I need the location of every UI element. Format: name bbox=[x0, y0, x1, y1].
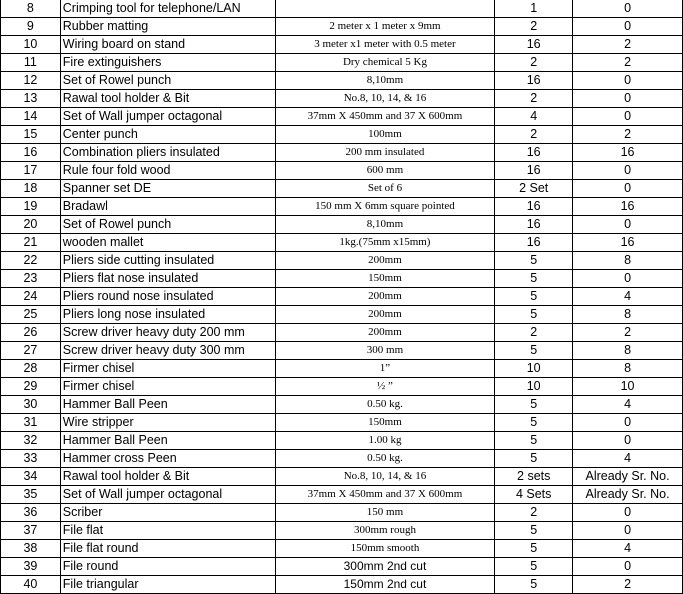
table-row bbox=[1, 54, 683, 72]
table-row bbox=[1, 342, 683, 360]
specification-cell: Dry chemical 5 Kg bbox=[275, 54, 495, 72]
available-cell: 0 bbox=[573, 0, 683, 18]
specification-cell: 200 mm insulated bbox=[275, 144, 495, 162]
specification-cell: 37mm X 450mm and 37 X 600mm bbox=[275, 486, 495, 504]
quantity-cell: 16 bbox=[495, 162, 573, 180]
table-row bbox=[1, 450, 683, 468]
quantity-cell: 5 bbox=[495, 342, 573, 360]
specification-cell: 8,10mm bbox=[275, 216, 495, 234]
row-number-cell: 40 bbox=[1, 576, 61, 594]
specification-cell: 150mm bbox=[275, 270, 495, 288]
table-row bbox=[1, 504, 683, 522]
table-row bbox=[1, 288, 683, 306]
row-number-cell: 19 bbox=[1, 198, 61, 216]
specification-cell: 150mm smooth bbox=[275, 540, 495, 558]
table-row bbox=[1, 540, 683, 558]
table-row bbox=[1, 306, 683, 324]
specification-cell: 150mm 2nd cut bbox=[275, 576, 495, 594]
available-cell: 2 bbox=[573, 576, 683, 594]
quantity-cell: 5 bbox=[495, 540, 573, 558]
table-row bbox=[1, 468, 683, 486]
quantity-cell: 4 Sets bbox=[495, 486, 573, 504]
specification-cell: 1.00 kg bbox=[275, 432, 495, 450]
row-number-cell: 10 bbox=[1, 36, 61, 54]
row-number-cell: 37 bbox=[1, 522, 61, 540]
table-row bbox=[1, 432, 683, 450]
quantity-cell: 16 bbox=[495, 198, 573, 216]
item-name-cell: Rawal tool holder & Bit bbox=[60, 468, 275, 486]
item-name-cell: Set of Rowel punch bbox=[60, 216, 275, 234]
available-cell: 0 bbox=[573, 504, 683, 522]
available-cell: 0 bbox=[573, 270, 683, 288]
specification-cell: 37mm X 450mm and 37 X 600mm bbox=[275, 108, 495, 126]
quantity-cell: 16 bbox=[495, 36, 573, 54]
table-row bbox=[1, 360, 683, 378]
item-name-cell: File triangular bbox=[60, 576, 275, 594]
row-number-cell: 22 bbox=[1, 252, 61, 270]
quantity-cell: 2 bbox=[495, 54, 573, 72]
table-row bbox=[1, 126, 683, 144]
table-row bbox=[1, 414, 683, 432]
specification-cell: 0.50 kg. bbox=[275, 450, 495, 468]
table-row bbox=[1, 486, 683, 504]
item-name-cell: Hammer Ball Peen bbox=[60, 432, 275, 450]
specification-cell: 1” bbox=[275, 360, 495, 378]
available-cell: 8 bbox=[573, 342, 683, 360]
specification-cell: Set of 6 bbox=[275, 180, 495, 198]
specification-cell bbox=[275, 0, 495, 18]
quantity-cell: 16 bbox=[495, 216, 573, 234]
specification-cell: 150mm bbox=[275, 414, 495, 432]
item-name-cell: Screw driver heavy duty 200 mm bbox=[60, 324, 275, 342]
specification-cell: 300mm rough bbox=[275, 522, 495, 540]
item-name-cell: wooden mallet bbox=[60, 234, 275, 252]
row-number-cell: 12 bbox=[1, 72, 61, 90]
item-name-cell: Scriber bbox=[60, 504, 275, 522]
row-number-cell: 21 bbox=[1, 234, 61, 252]
row-number-cell: 33 bbox=[1, 450, 61, 468]
item-name-cell: Fire extinguishers bbox=[60, 54, 275, 72]
available-cell: 4 bbox=[573, 540, 683, 558]
item-name-cell: Pliers side cutting insulated bbox=[60, 252, 275, 270]
quantity-cell: 16 bbox=[495, 144, 573, 162]
table-row bbox=[1, 522, 683, 540]
available-cell: 8 bbox=[573, 360, 683, 378]
quantity-cell: 5 bbox=[495, 432, 573, 450]
table-row bbox=[1, 162, 683, 180]
row-number-cell: 9 bbox=[1, 18, 61, 36]
quantity-cell: 1 bbox=[495, 0, 573, 18]
available-cell: Already Sr. No. bbox=[573, 468, 683, 486]
item-name-cell: Hammer cross Peen bbox=[60, 450, 275, 468]
table-row bbox=[1, 72, 683, 90]
table-row bbox=[1, 234, 683, 252]
quantity-cell: 5 bbox=[495, 414, 573, 432]
available-cell: 4 bbox=[573, 396, 683, 414]
available-cell: 10 bbox=[573, 378, 683, 396]
quantity-cell: 2 sets bbox=[495, 468, 573, 486]
quantity-cell: 5 bbox=[495, 522, 573, 540]
specification-cell: 300 mm bbox=[275, 342, 495, 360]
quantity-cell: 10 bbox=[495, 378, 573, 396]
table-row bbox=[1, 396, 683, 414]
row-number-cell: 34 bbox=[1, 468, 61, 486]
row-number-cell: 16 bbox=[1, 144, 61, 162]
item-name-cell: Bradawl bbox=[60, 198, 275, 216]
available-cell: 16 bbox=[573, 198, 683, 216]
quantity-cell: 5 bbox=[495, 576, 573, 594]
row-number-cell: 39 bbox=[1, 558, 61, 576]
item-name-cell: Wire stripper bbox=[60, 414, 275, 432]
table-row bbox=[1, 0, 683, 18]
available-cell: 0 bbox=[573, 72, 683, 90]
specification-cell: 100mm bbox=[275, 126, 495, 144]
available-cell: 0 bbox=[573, 558, 683, 576]
item-name-cell: Set of Rowel punch bbox=[60, 72, 275, 90]
quantity-cell: 16 bbox=[495, 234, 573, 252]
row-number-cell: 32 bbox=[1, 432, 61, 450]
quantity-cell: 5 bbox=[495, 450, 573, 468]
available-cell: 0 bbox=[573, 18, 683, 36]
specification-cell: 8,10mm bbox=[275, 72, 495, 90]
specification-cell: 200mm bbox=[275, 306, 495, 324]
specification-cell: 2 meter x 1 meter x 9mm bbox=[275, 18, 495, 36]
available-cell: 2 bbox=[573, 126, 683, 144]
available-cell: 16 bbox=[573, 234, 683, 252]
table-row bbox=[1, 378, 683, 396]
row-number-cell: 28 bbox=[1, 360, 61, 378]
table-row bbox=[1, 252, 683, 270]
item-name-cell: Set of Wall jumper octagonal bbox=[60, 108, 275, 126]
row-number-cell: 35 bbox=[1, 486, 61, 504]
table-row bbox=[1, 198, 683, 216]
row-number-cell: 24 bbox=[1, 288, 61, 306]
quantity-cell: 10 bbox=[495, 360, 573, 378]
item-name-cell: Hammer Ball Peen bbox=[60, 396, 275, 414]
quantity-cell: 16 bbox=[495, 72, 573, 90]
available-cell: 0 bbox=[573, 216, 683, 234]
table-row bbox=[1, 36, 683, 54]
item-name-cell: Wiring board on stand bbox=[60, 36, 275, 54]
quantity-cell: 5 bbox=[495, 306, 573, 324]
available-cell: 0 bbox=[573, 162, 683, 180]
specification-cell: 300mm 2nd cut bbox=[275, 558, 495, 576]
row-number-cell: 8 bbox=[1, 0, 61, 18]
specification-cell: 600 mm bbox=[275, 162, 495, 180]
table-row bbox=[1, 144, 683, 162]
quantity-cell: 2 bbox=[495, 18, 573, 36]
table-row bbox=[1, 576, 683, 594]
available-cell: 0 bbox=[573, 108, 683, 126]
specification-cell: 1kg.(75mm x15mm) bbox=[275, 234, 495, 252]
row-number-cell: 27 bbox=[1, 342, 61, 360]
specification-cell: 200mm bbox=[275, 252, 495, 270]
specification-cell: 150 mm bbox=[275, 504, 495, 522]
item-name-cell: Combination pliers insulated bbox=[60, 144, 275, 162]
specification-cell: No.8, 10, 14, & 16 bbox=[275, 90, 495, 108]
available-cell: Already Sr. No. bbox=[573, 486, 683, 504]
available-cell: 0 bbox=[573, 90, 683, 108]
item-name-cell: Firmer chisel bbox=[60, 360, 275, 378]
item-name-cell: Crimping tool for telephone/LAN bbox=[60, 0, 275, 18]
table-row bbox=[1, 180, 683, 198]
quantity-cell: 2 bbox=[495, 324, 573, 342]
specification-cell: 200mm bbox=[275, 288, 495, 306]
available-cell: 0 bbox=[573, 414, 683, 432]
item-name-cell: Set of Wall jumper octagonal bbox=[60, 486, 275, 504]
table-row bbox=[1, 108, 683, 126]
quantity-cell: 4 bbox=[495, 108, 573, 126]
row-number-cell: 17 bbox=[1, 162, 61, 180]
available-cell: 2 bbox=[573, 324, 683, 342]
item-name-cell: Spanner set DE bbox=[60, 180, 275, 198]
row-number-cell: 18 bbox=[1, 180, 61, 198]
quantity-cell: 5 bbox=[495, 252, 573, 270]
available-cell: 8 bbox=[573, 306, 683, 324]
table-row bbox=[1, 18, 683, 36]
available-cell: 4 bbox=[573, 450, 683, 468]
available-cell: 8 bbox=[573, 252, 683, 270]
row-number-cell: 11 bbox=[1, 54, 61, 72]
item-name-cell: Pliers long nose insulated bbox=[60, 306, 275, 324]
quantity-cell: 5 bbox=[495, 396, 573, 414]
equipment-table-body bbox=[1, 0, 683, 594]
table-row bbox=[1, 558, 683, 576]
item-name-cell: File flat round bbox=[60, 540, 275, 558]
specification-cell: 200mm bbox=[275, 324, 495, 342]
item-name-cell: Pliers round nose insulated bbox=[60, 288, 275, 306]
table-row bbox=[1, 90, 683, 108]
row-number-cell: 31 bbox=[1, 414, 61, 432]
item-name-cell: Rule four fold wood bbox=[60, 162, 275, 180]
row-number-cell: 13 bbox=[1, 90, 61, 108]
quantity-cell: 5 bbox=[495, 270, 573, 288]
quantity-cell: 2 bbox=[495, 126, 573, 144]
item-name-cell: File round bbox=[60, 558, 275, 576]
item-name-cell: Rubber matting bbox=[60, 18, 275, 36]
quantity-cell: 5 bbox=[495, 288, 573, 306]
row-number-cell: 26 bbox=[1, 324, 61, 342]
specification-cell: 3 meter x1 meter with 0.5 meter bbox=[275, 36, 495, 54]
available-cell: 4 bbox=[573, 288, 683, 306]
specification-cell: ½ ” bbox=[275, 378, 495, 396]
row-number-cell: 29 bbox=[1, 378, 61, 396]
item-name-cell: File flat bbox=[60, 522, 275, 540]
table-row bbox=[1, 216, 683, 234]
available-cell: 16 bbox=[573, 144, 683, 162]
row-number-cell: 30 bbox=[1, 396, 61, 414]
available-cell: 0 bbox=[573, 522, 683, 540]
quantity-cell: 2 Set bbox=[495, 180, 573, 198]
quantity-cell: 2 bbox=[495, 504, 573, 522]
available-cell: 2 bbox=[573, 54, 683, 72]
available-cell: 0 bbox=[573, 180, 683, 198]
item-name-cell: Rawal tool holder & Bit bbox=[60, 90, 275, 108]
table-row bbox=[1, 270, 683, 288]
row-number-cell: 14 bbox=[1, 108, 61, 126]
row-number-cell: 38 bbox=[1, 540, 61, 558]
row-number-cell: 23 bbox=[1, 270, 61, 288]
row-number-cell: 25 bbox=[1, 306, 61, 324]
row-number-cell: 15 bbox=[1, 126, 61, 144]
available-cell: 0 bbox=[573, 432, 683, 450]
quantity-cell: 2 bbox=[495, 90, 573, 108]
item-name-cell: Center punch bbox=[60, 126, 275, 144]
item-name-cell: Firmer chisel bbox=[60, 378, 275, 396]
row-number-cell: 20 bbox=[1, 216, 61, 234]
item-name-cell: Screw driver heavy duty 300 mm bbox=[60, 342, 275, 360]
item-name-cell: Pliers flat nose insulated bbox=[60, 270, 275, 288]
quantity-cell: 5 bbox=[495, 558, 573, 576]
specification-cell: 150 mm X 6mm square pointed bbox=[275, 198, 495, 216]
specification-cell: No.8, 10, 14, & 16 bbox=[275, 468, 495, 486]
available-cell: 2 bbox=[573, 36, 683, 54]
row-number-cell: 36 bbox=[1, 504, 61, 522]
table-row bbox=[1, 324, 683, 342]
specification-cell: 0.50 kg. bbox=[275, 396, 495, 414]
